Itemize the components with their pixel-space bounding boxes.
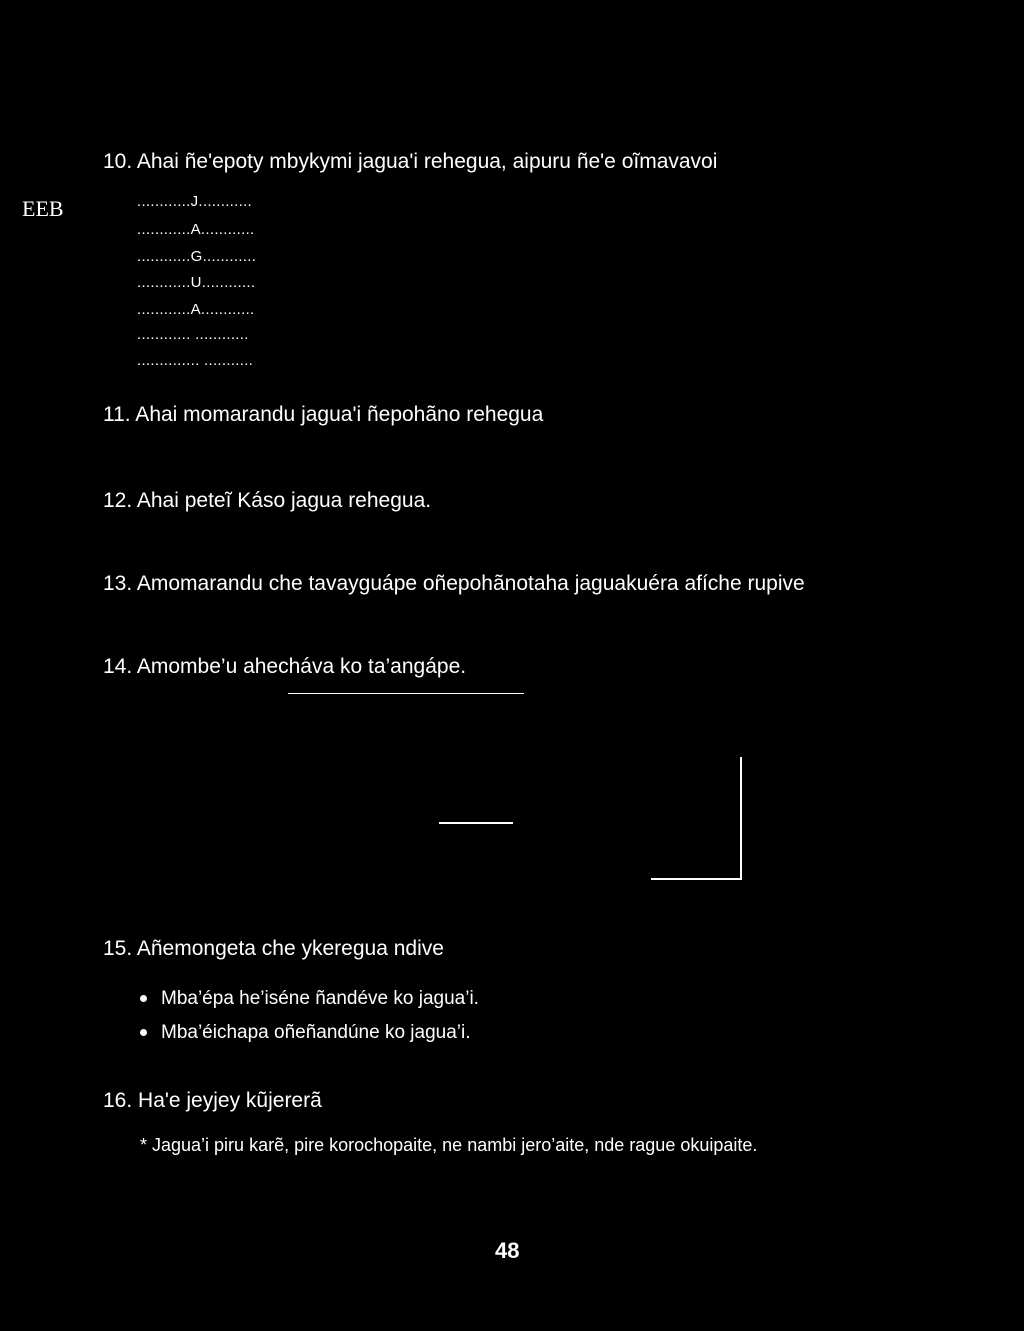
acrostic-line-a2: ............A............ (137, 301, 255, 318)
bullet-icon (140, 1029, 147, 1036)
image-bottom-line (651, 878, 741, 880)
item-11: 11. Ahai momarandu jagua'i ñepohãno rehegua (103, 403, 544, 426)
bullet-icon (140, 995, 147, 1002)
item-13: 13. Amomarandu che tavayguápe oñepohãnotaha jaguakuéra afíche rupive (103, 572, 805, 595)
page-number: 48 (495, 1238, 520, 1263)
acrostic-line-a: ............A............ (137, 221, 255, 238)
acrostic-line-blank-2: .............. ........... (137, 352, 254, 369)
item-12: 12. Ahai peteĩ Káso jagua rehegua. (103, 489, 432, 512)
item-16: 16. Ha'e jeyjey kũjererã (103, 1089, 322, 1112)
image-edge-line (288, 693, 524, 694)
acrostic-line-u: ............U............ (137, 274, 256, 291)
item-10: 10. Ahai ñe'epoty mbykymi jagua'i rehegua, aipuru ñe'e oĩmavavoi (103, 150, 718, 173)
image-fragment-line (439, 822, 513, 824)
list-item (138, 1022, 479, 1056)
tongue-twister: * Jagua’i piru karẽ, pire korochopaite, ne nambi jero’aite, nde rague okuipaite. (140, 1135, 758, 1155)
acrostic-line-g: ............G............ (137, 248, 257, 265)
bullet-text: Mba’éichapa oñeñandúne ko jagua’i. (161, 1022, 471, 1043)
acrostic-line-j: ............J............ (137, 193, 253, 210)
item-15: 15. Añemongeta che ykeregua ndive (103, 937, 444, 960)
discussion-questions (138, 988, 479, 1056)
item-14: 14. Amombe’u ahecháva ko ta’angápe. (103, 655, 467, 678)
bullet-text: Mba’épa he’iséne ñandéve ko jagua’i. (161, 988, 479, 1009)
list-item (138, 988, 479, 1022)
image-vertical-line (740, 757, 742, 880)
acrostic-line-blank: ............ ............ (137, 326, 249, 343)
margin-tag: EEB (22, 196, 64, 221)
